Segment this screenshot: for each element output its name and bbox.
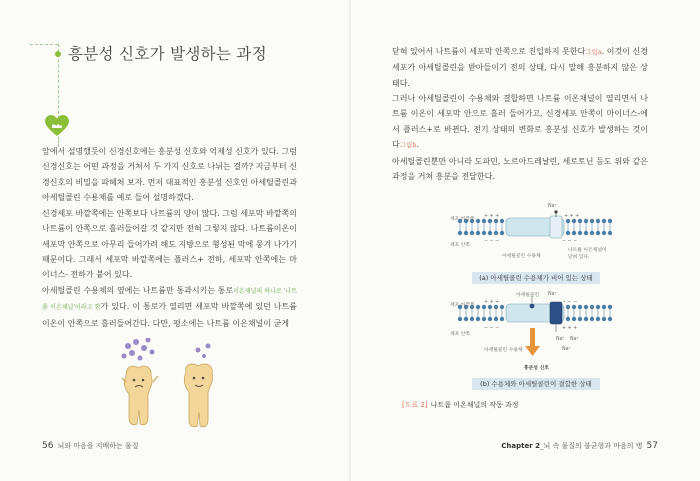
plus-label-b-right: + + + (562, 326, 578, 331)
title-decoration-line (30, 44, 58, 45)
receptor-label-a: 아세틸콜린 수용체 (502, 254, 541, 259)
outside-label-a: 세포 바깥쪽 (450, 217, 475, 222)
na-label-b-3: Na⁺ (562, 347, 572, 352)
paragraph-open (392, 91, 648, 153)
inside-label-b: 세포 안쪽 (450, 332, 471, 337)
paragraph-closed (392, 44, 648, 91)
figure-ref-b: 그림b (399, 140, 417, 149)
minus-label-a-right: − − − (562, 239, 578, 244)
page-number-right: 57 (646, 441, 658, 451)
page-footer-right (501, 441, 658, 451)
caption-b: (b) 수용체와 아세틸콜린이 결합한 상태 (472, 378, 600, 390)
minus-label-b-left: − − − (484, 326, 500, 331)
na-label-b-1: Na⁺ (556, 337, 566, 342)
paragraph-open-b: . (416, 139, 420, 149)
na-label-b-top: Na⁺ (548, 292, 558, 297)
paragraph-other-transmitters: 아세틸콜린뿐만 아니라 도파민, 노르아드레날린, 세로토닌 등도 위와 같은 과정을 거쳐 흥분을 전달한다. (392, 157, 648, 182)
membrane-diagram-b (450, 292, 625, 372)
minus-label-b-right: − − − (562, 300, 578, 305)
paragraph-channel-b: 가 있다. 이 통로가 열리면 세포막 바깥쪽에 있던 나트륨이온이 안쪽으로 흘러들어간다. 다만, 평소에는 나트륨 이온채널이 굳게 (42, 302, 297, 328)
section-title: 흥분성 신호가 발생하는 과정 (68, 45, 267, 63)
page-number: 56 (42, 441, 54, 451)
paragraph-channel-a: 아세틸콜린 수용체의 옆에는 나트륨만 통과시키는 통로 (42, 286, 234, 295)
inside-label-a: 세포 안쪽 (450, 243, 471, 248)
ach-label-b: 아세틸콜린 (516, 293, 540, 298)
receptor-label-b: 아세틸콜린 수용체 (484, 348, 523, 353)
channel-closed-label: 나트륨 이온채널이 닫혀 있다. (568, 248, 607, 260)
plus-label-a-left: + + + (484, 214, 500, 219)
paragraph-sodium: 신경세포 바깥쪽에는 안쪽보다 나트륨의 양이 많다. 그럼 세포막 바깥쪽의 나트륨이 안쪽으로 흘러들어갈 것 같지만 전혀 그렇지 않다. 나트륨이온이 세포막 안쪽으로 아무리 들어가려 해도 지방으로 형성된 막에 뭉겨 나가기 때문이다. 그래서 세포막 바깥쪽에는 플러스+ 전하, 세포막 안쪽에는 마이너스- 전하가 붙어 있다. (42, 209, 297, 280)
figure-label: [도표 2] (402, 401, 428, 409)
minus-label-a-left: − − − (484, 239, 500, 244)
heart-icon (45, 115, 69, 137)
neuron-characters-illustration (118, 338, 228, 438)
figure-title (402, 400, 519, 410)
title-bullet (55, 51, 61, 57)
book-title: 뇌와 마음을 지배하는 물질 (57, 442, 139, 450)
paragraph-open-a: 그러나 아세틸콜린이 수용체와 결합하면 나트륨 이온채널이 열리면서 나트륨 이온이 세포막 안으로 흘러 들어가고, 신경세포 안쪽이 마이너스-에서 플러스+로 바뀐다. 전기 상태의 변화로 흥분성 신호가 발생하는 것이다 (392, 94, 648, 149)
paragraph-closed-b: . 이것이 신경세포가 아세틸콜린을 받아들이기 전의 상태, 다시 말해 흥분하지 않은 상태다. (392, 47, 648, 88)
channel-note: 이온채널의 하나로 '나트륨 이온채널'이라고 함 (42, 288, 297, 312)
na-label-a: Na⁺ (548, 204, 558, 209)
paragraph-intro: 앞에서 설명했듯이 신경신호에는 흥분성 신호와 억제성 신호가 있다. 그럼 신경신호는 어떤 과정을 거쳐서 두 가지 신호로 나뉘는 걸까? 지금부터 신경신호의 비밀을 파헤쳐 보자. 먼저 대표적인 흥분성 신호인 아세틸콜린과 아세틸콜린 수용체를 예로 들어 설명하겠다. (42, 147, 297, 202)
chapter-label: Chapter 2 (501, 442, 541, 450)
figure-title-text: 나트륨 이온채널의 작동 과정 (430, 401, 519, 409)
figure-ref-a: 그림a (585, 48, 602, 56)
paragraph-closed-a: 닫혀 있어서 나트륨이 세포막 안쪽으로 진입하지 못한다 (392, 47, 586, 56)
na-label-b-2: Na⁺ (570, 337, 580, 342)
caption-a: (a) 아세틸콜린 수용체가 비어 있는 상태 (472, 272, 600, 284)
page-footer-left (42, 441, 139, 451)
plus-label-a-right: + + + (564, 214, 580, 219)
chapter-title: _뇌 속 물질의 불균형과 마음의 병 (540, 442, 643, 450)
right-page (350, 0, 700, 481)
paragraph-channel (42, 283, 297, 331)
outside-label-b: 세포 바깥쪽 (450, 303, 475, 308)
signal-label: 흥분성 신호 (524, 366, 549, 371)
plus-label-b-left: + + + (484, 300, 500, 305)
